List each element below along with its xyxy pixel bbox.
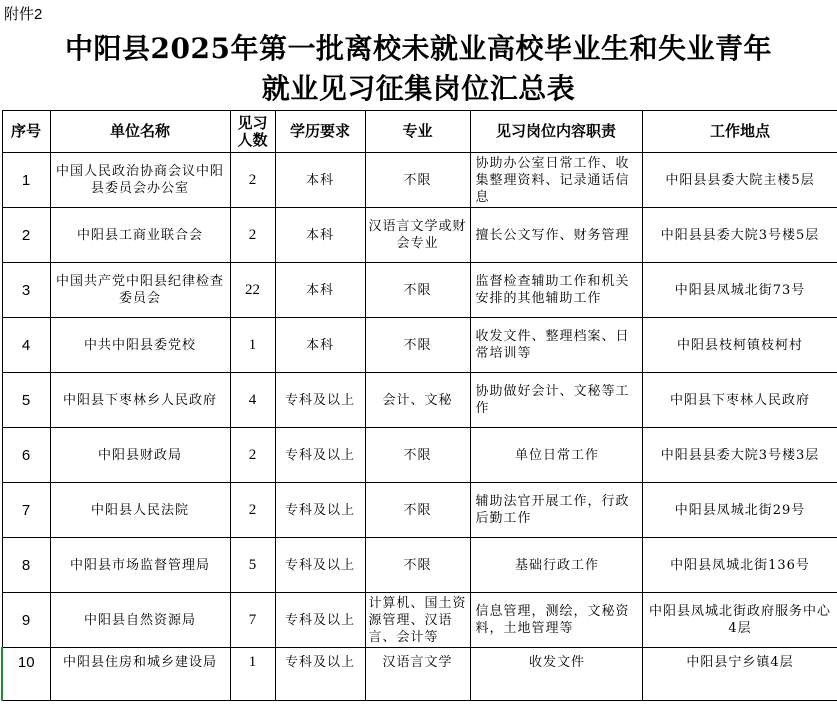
cell-location: 中阳县凤城北街136号 (642, 538, 837, 593)
table-row (2, 538, 837, 593)
cell-seq: 10 (2, 648, 50, 701)
cell-unit: 中阳县工商业联合会 (50, 208, 230, 263)
cell-location: 中阳县县委大院主楼5层 (642, 153, 837, 208)
cell-unit: 中国人民政治协商会议中阳县委员会办公室 (50, 153, 230, 208)
table-row (2, 428, 837, 483)
cell-edu: 专科及以上 (275, 373, 365, 428)
cell-location: 中阳县县委大院3号楼3层 (642, 428, 837, 483)
cell-seq: 6 (2, 428, 50, 483)
table-row (2, 263, 837, 318)
cell-count: 1 (230, 318, 275, 373)
cell-major: 汉语言文学或财会专业 (365, 208, 470, 263)
header-seq: 序号 (2, 111, 50, 153)
cell-unit: 中阳县人民法院 (50, 483, 230, 538)
cell-duty: 协助做好会计、文秘等工作 (470, 373, 642, 428)
cell-edu: 本科 (275, 153, 365, 208)
cell-seq: 7 (2, 483, 50, 538)
cell-edu: 本科 (275, 318, 365, 373)
cell-unit: 中国共产党中阳县纪律检查委员会 (50, 263, 230, 318)
header-duty: 见习岗位内容职责 (470, 111, 642, 153)
cell-duty: 辅助法官开展工作，行政后勤工作 (470, 483, 642, 538)
table-row (2, 648, 837, 701)
page-title-line-1: 中阳县2025年第一批离校未就业高校毕业生和失业青年 (65, 32, 772, 65)
table-header-row (2, 111, 837, 153)
cell-unit: 中阳县下枣林乡人民政府 (50, 373, 230, 428)
cell-location: 中阳县凤城北街29号 (642, 483, 837, 538)
cell-edu: 专科及以上 (275, 593, 365, 648)
cell-duty: 监督检查辅助工作和机关安排的其他辅助工作 (470, 263, 642, 318)
cell-seq: 3 (2, 263, 50, 318)
cell-location: 中阳县凤城北街73号 (642, 263, 837, 318)
cell-edu: 专科及以上 (275, 648, 365, 701)
table-row (2, 593, 837, 648)
cell-major: 不限 (365, 318, 470, 373)
cell-count: 7 (230, 593, 275, 648)
cell-edu: 专科及以上 (275, 428, 365, 483)
cell-duty: 基础行政工作 (470, 538, 642, 593)
cell-major: 不限 (365, 483, 470, 538)
table-row (2, 373, 837, 428)
cell-location: 中阳县枝柯镇枝柯村 (642, 318, 837, 373)
cell-location: 中阳县宁乡镇4层 (642, 648, 837, 701)
cell-duty: 收发文件、整理档案、日常培训等 (470, 318, 642, 373)
cell-edu: 专科及以上 (275, 483, 365, 538)
cell-seq: 5 (2, 373, 50, 428)
cell-edu: 本科 (275, 263, 365, 318)
cell-location: 中阳县下枣林人民政府 (642, 373, 837, 428)
cell-count: 2 (230, 208, 275, 263)
cell-count: 4 (230, 373, 275, 428)
table-row (2, 483, 837, 538)
cell-duty: 单位日常工作 (470, 428, 642, 483)
table-row (2, 153, 837, 208)
page-title-line-2: 就业见习征集岗位汇总表 (261, 72, 576, 105)
cell-count: 2 (230, 153, 275, 208)
cell-unit: 中阳县自然资源局 (50, 593, 230, 648)
cell-major: 汉语言文学 (365, 648, 470, 701)
cell-unit: 中阳县市场监督管理局 (50, 538, 230, 593)
table-row (2, 318, 837, 373)
header-unit: 单位名称 (50, 111, 230, 153)
header-major: 专业 (365, 111, 470, 153)
cell-duty: 信息管理，测绘，文秘资料，土地管理等 (470, 593, 642, 648)
cell-seq: 1 (2, 153, 50, 208)
cell-seq: 9 (2, 593, 50, 648)
cell-duty: 擅长公文写作、财务管理 (470, 208, 642, 263)
cell-major: 不限 (365, 538, 470, 593)
cell-major: 不限 (365, 153, 470, 208)
cell-edu: 本科 (275, 208, 365, 263)
cell-seq: 4 (2, 318, 50, 373)
attachment-label: 附件2 (4, 6, 43, 23)
cell-location: 中阳县县委大院3号楼5层 (642, 208, 837, 263)
cell-count: 1 (230, 648, 275, 701)
cell-unit: 中阳县财政局 (50, 428, 230, 483)
cell-duty: 收发文件 (470, 648, 642, 701)
table-row (2, 208, 837, 263)
cell-seq: 2 (2, 208, 50, 263)
cell-count: 2 (230, 428, 275, 483)
cell-seq: 8 (2, 538, 50, 593)
cell-major: 不限 (365, 263, 470, 318)
cell-major: 会计、文秘 (365, 373, 470, 428)
cell-unit: 中共中阳县委党校 (50, 318, 230, 373)
cell-major: 不限 (365, 428, 470, 483)
cell-count: 5 (230, 538, 275, 593)
header-count: 见习人数 (230, 111, 275, 153)
cell-count: 2 (230, 483, 275, 538)
header-location: 工作地点 (642, 111, 837, 153)
positions-table (1, 110, 837, 701)
cell-duty: 协助办公室日常工作、收集整理资料、记录通话信息 (470, 153, 642, 208)
cell-major: 计算机、国土资源管理、汉语言、会计等 (365, 593, 470, 648)
header-edu: 学历要求 (275, 111, 365, 153)
cell-edu: 专科及以上 (275, 538, 365, 593)
cell-location: 中阳县凤城北街政府服务中心4层 (642, 593, 837, 648)
cell-unit: 中阳县住房和城乡建设局 (50, 648, 230, 701)
cell-count: 22 (230, 263, 275, 318)
